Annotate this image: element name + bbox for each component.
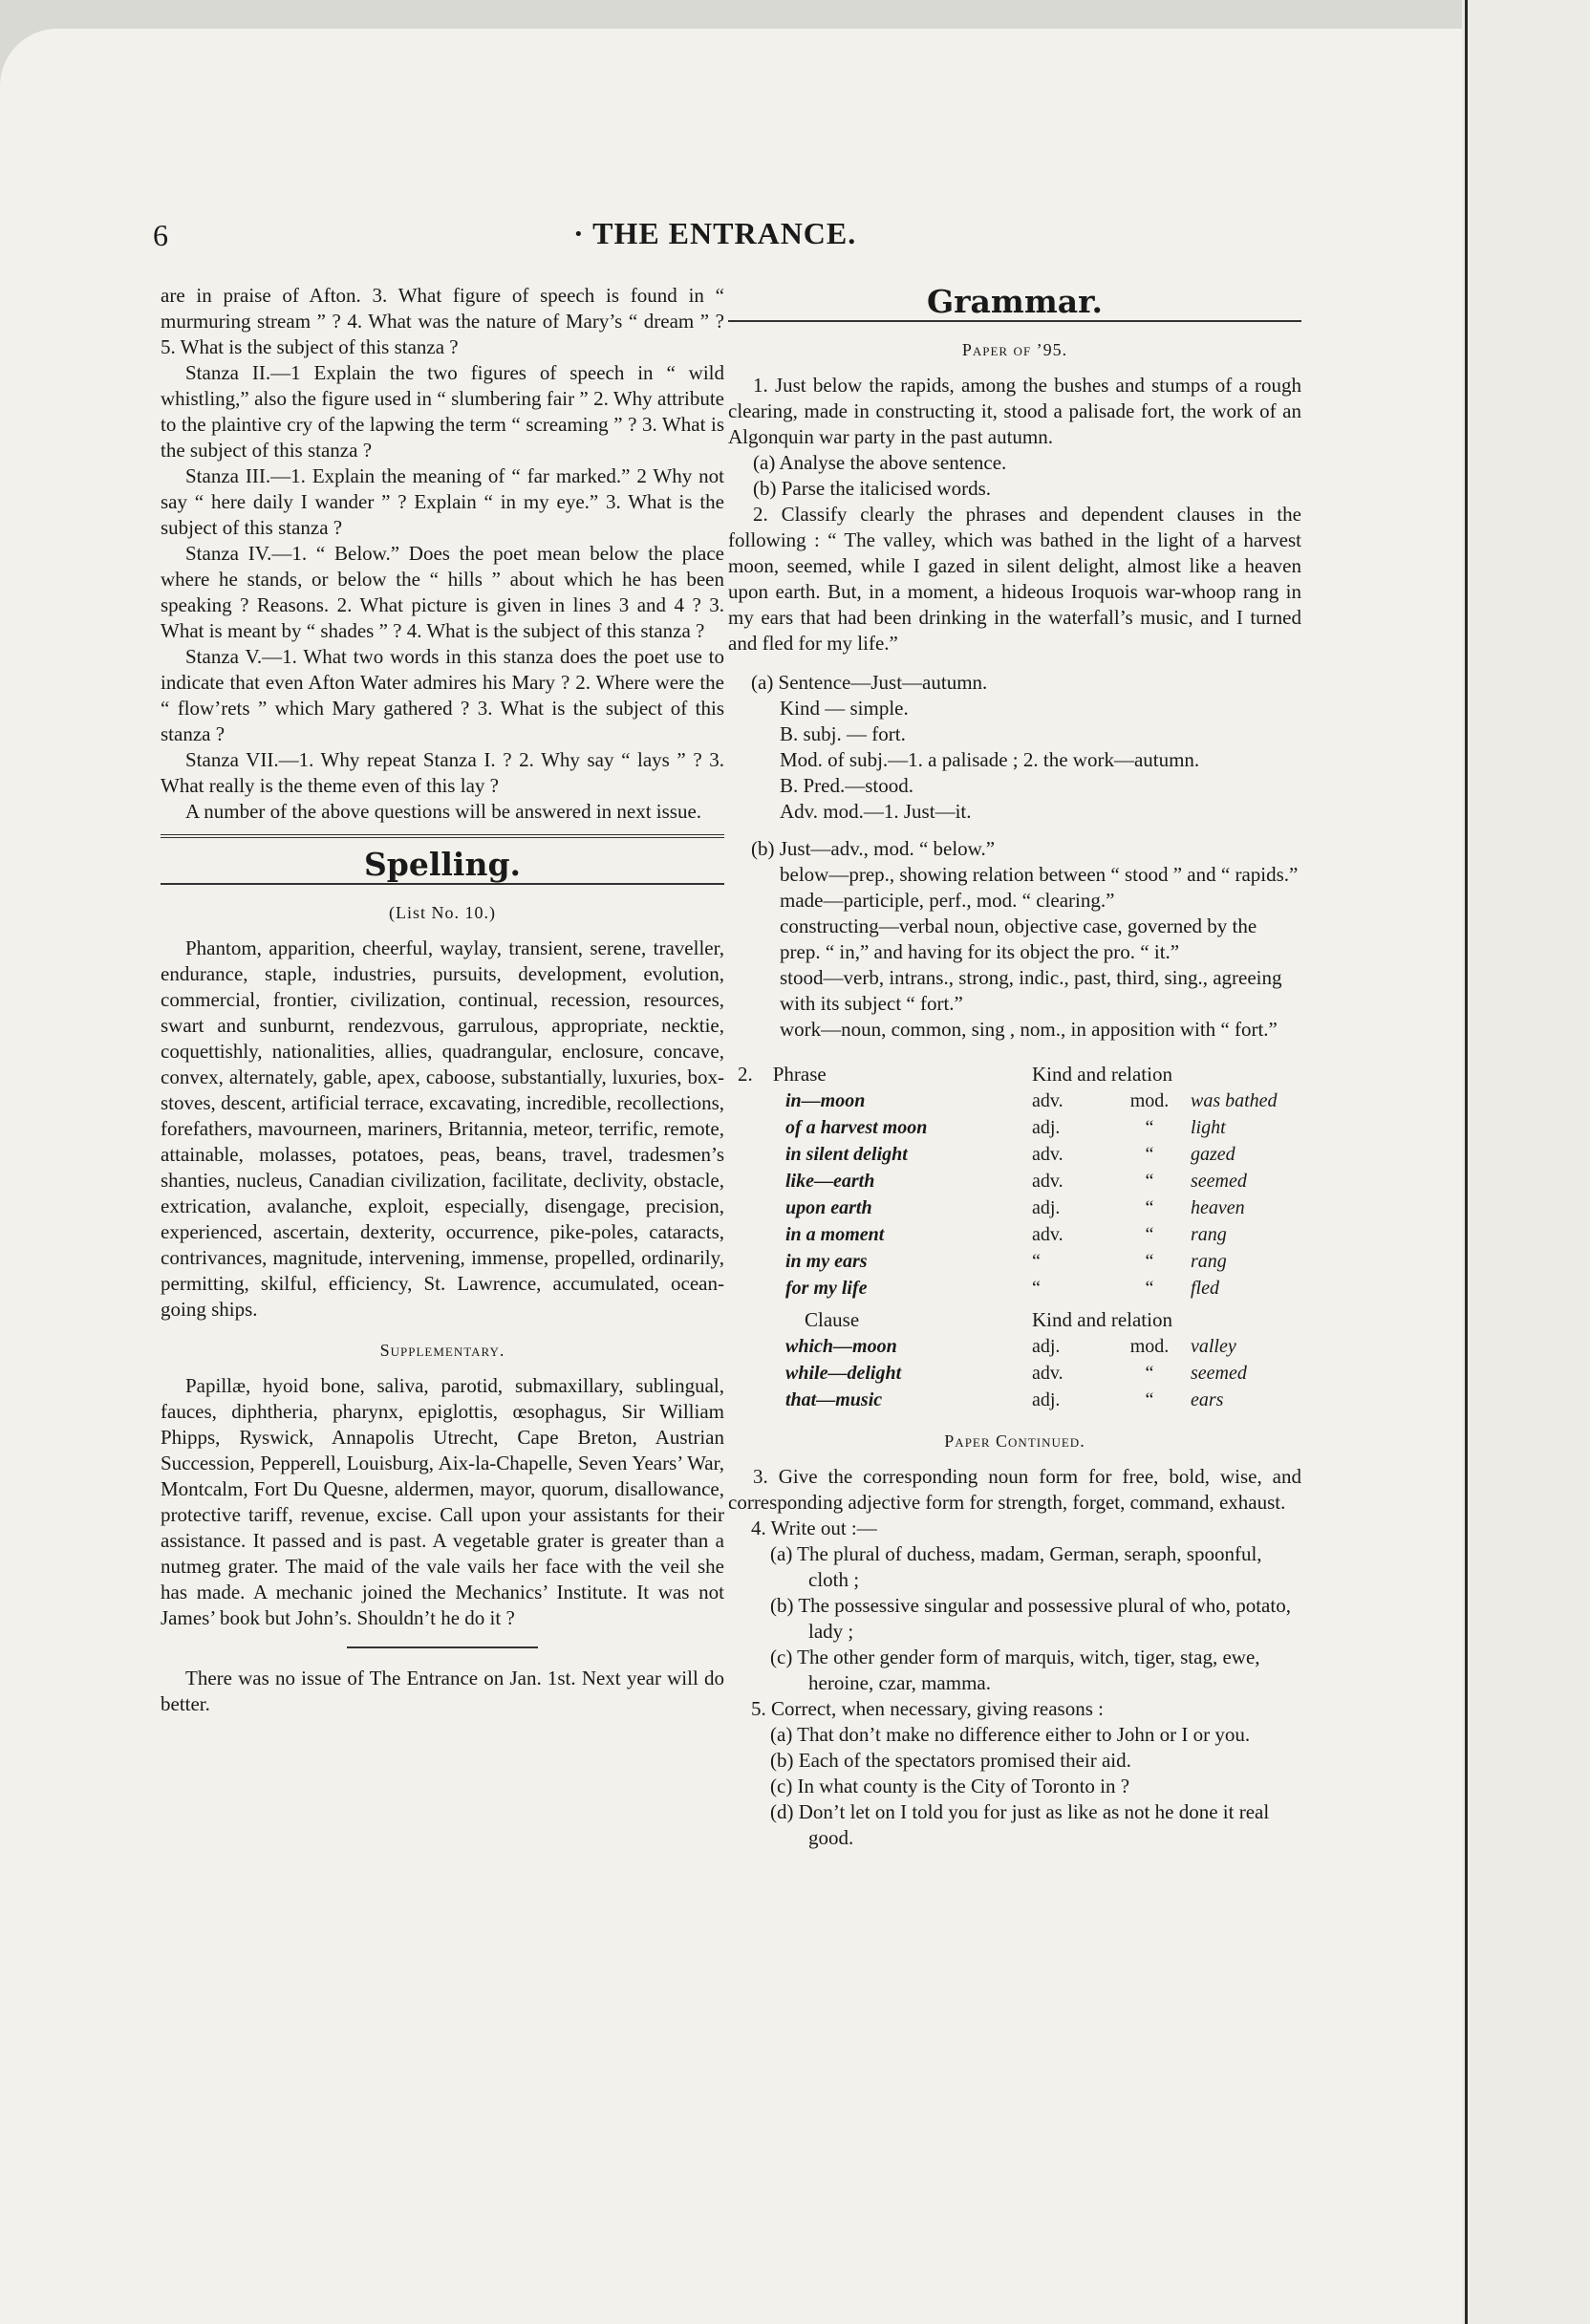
table-num [728, 1056, 1028, 1087]
table-row [728, 1248, 1301, 1275]
stanza-2-questions: Stanza II.—1 Explain the two figures of speech in “ wild whistling,” also the figure used in “ slumbering fair ” 2. Why attribute to the plaintive cry of the lapwing the term “ screaming ” ? 3. What is the subject of this stanza ? [161, 361, 724, 462]
table-row [728, 1275, 1301, 1302]
kind-cell: adj. [1032, 1336, 1061, 1357]
question-5-label: 5. Correct, when necessary, giving reasons : [751, 1697, 1104, 1720]
relation-cell: rang [1191, 1251, 1227, 1272]
clause-header-row [728, 1302, 1301, 1333]
relation-cell: gazed [1191, 1144, 1235, 1165]
kind-cell: adj. [1032, 1197, 1061, 1218]
stanza-3-questions: Stanza III.—1. Explain the meaning of “ far marked.” 2 Why not say “ here daily I wander ” ? Explain “ in my eye.” 3. What is the subject of this stanza ? [161, 464, 724, 539]
phrase-cell: upon earth [785, 1197, 872, 1218]
section-divider [161, 834, 724, 838]
answers-note: A number of the above questions will be answered in next issue. [185, 800, 702, 823]
relation-cell: rang [1191, 1224, 1227, 1245]
mod-cell: “ [1145, 1171, 1154, 1192]
answer-line: made—participle, perf., mod. “ clearing.” [780, 889, 1115, 912]
question-5-item: (a) That don’t make no difference either to John or I or you. [770, 1723, 1251, 1746]
relation-cell: ears [1191, 1389, 1224, 1410]
question-1a: (a) Analyse the above sentence. [753, 451, 1007, 474]
question-3: 3. Give the corresponding noun form for free, bold, wise, and corresponding adjective form for strength, forget, command, exhaust. [728, 1465, 1301, 1514]
question-4-item: (b) The possessive singular and possessive plural of who, potato, lady ; [770, 1594, 1291, 1643]
phrase-cell: in—moon [785, 1090, 866, 1111]
journal-title: · THE ENTRANCE. [573, 216, 857, 250]
answer-line: constructing—verbal noun, objective case, governed by the prep. “ in,” and having for its object the pro. “ it.” [780, 915, 1257, 963]
phrase-cell: for my life [785, 1278, 868, 1299]
page-gutter-line [1465, 0, 1468, 2324]
table-row [728, 1087, 1301, 1114]
kind-cell: adj. [1032, 1389, 1061, 1410]
relation-cell: fled [1191, 1278, 1219, 1299]
answer-line: (b) Just—adv., mod. “ below.” [751, 837, 996, 860]
mod-cell: “ [1145, 1278, 1154, 1299]
table-row [728, 1194, 1301, 1221]
page-number: 6 [153, 218, 168, 252]
relation-cell: was bathed [1191, 1090, 1278, 1111]
paper-continued-heading: Paper Continued. [944, 1431, 1085, 1451]
answer-line: Kind — simple. [780, 697, 909, 720]
table-header-row [728, 1056, 1301, 1087]
question-5-item: (c) In what county is the City of Toronto in ? [770, 1775, 1130, 1797]
supplementary-heading: Supplementary. [379, 1341, 505, 1360]
stanza-5-questions: Stanza V.—1. What two words in this stanza does the poet use to indicate that even Afton Water admires his Mary ? 2. Where were the “ flow’rets ” which Mary gathered ? 3. What is the subject of this stanza ? [161, 645, 724, 745]
clause-cell: that—music [785, 1389, 883, 1410]
clause-col-header: Clause [805, 1308, 860, 1331]
question-5 [751, 1696, 1301, 1851]
mod-cell: “ [1145, 1251, 1154, 1272]
question-5-item: (b) Each of the spectators promised their aid. [770, 1749, 1131, 1772]
short-rule [347, 1646, 538, 1648]
table-row [728, 1141, 1301, 1168]
table-row [728, 1387, 1301, 1413]
mod-cell: “ [1145, 1389, 1154, 1410]
kind-cell: “ [1032, 1278, 1041, 1299]
question-4-item: (c) The other gender form of marquis, witch, tiger, stag, ewe, heroine, czar, mamma. [770, 1646, 1260, 1694]
kind-cell: adv. [1032, 1224, 1064, 1245]
question-2: 2. Classify clearly the phrases and dependent clauses in the following : “ The valley, which was bathed in the light of a harvest moon, seemed, while I gazed in silent delight, almost like a heaven upon earth. But, in a moment, a hideous Iroquois war-whoop rang in my ears that had been drinking in the waterfall’s music, and I turned and fled for my life.” [728, 503, 1301, 655]
kind-cell: adv. [1032, 1171, 1064, 1192]
answer-line: Mod. of subj.—1. a palisade ; 2. the work—autumn. [780, 748, 1200, 771]
question-4-label: 4. Write out :— [751, 1517, 877, 1539]
stanza-7-questions: Stanza VII.—1. Why repeat Stanza I. ? 2. Why say “ lays ” ? 3. What really is the theme even of this lay ? [161, 748, 724, 797]
running-head [153, 218, 1319, 256]
answer-line: below—prep., showing relation between “ stood ” and “ rapids.” [780, 863, 1299, 886]
answer-line: work—noun, common, sing , nom., in apposition with “ fort.” [780, 1018, 1278, 1041]
kind-cell: adv. [1032, 1144, 1064, 1165]
mod-cell: mod. [1129, 1090, 1170, 1111]
relation-cell: light [1191, 1117, 1226, 1138]
question-1: 1. Just below the rapids, among the bushes and stumps of a rough clearing, made in constructing it, stood a palisade fort, the work of an Algonquin war party in the past autumn. [728, 374, 1301, 448]
answer-a [751, 670, 1301, 825]
table-row [728, 1360, 1301, 1387]
mod-cell: “ [1145, 1144, 1154, 1165]
answer-b [751, 836, 1301, 1043]
kind-cell: “ [1032, 1251, 1041, 1272]
phrase-col-header: Phrase [772, 1063, 827, 1086]
phrase-clause-table [728, 1056, 1301, 1413]
phrase-cell: like—earth [785, 1171, 875, 1192]
kind-cell: adv. [1032, 1363, 1064, 1384]
relation-cell: seemed [1191, 1171, 1247, 1192]
left-column [161, 283, 724, 1717]
list-number: (List No. 10.) [389, 903, 496, 922]
question-4-item: (a) The plural of duchess, madam, German, seraph, spoonful, cloth ; [770, 1542, 1262, 1591]
stanza-4-questions: Stanza IV.—1. “ Below.” Does the poet mean below the place where he stands, or below the “ hills ” about which he has been speaking ? Reasons. 2. What picture is given in lines 3 and 4 ? 3. What is meant by “ shades ” ? 4. What is the subject of this stanza ? [161, 542, 724, 642]
answer-line: B. subj. — fort. [780, 722, 906, 745]
spelling-heading: Spelling. [363, 846, 522, 883]
kind-col-header: Kind and relation [1032, 1063, 1172, 1086]
grammar-heading: Grammar. [926, 283, 1103, 320]
spelling-list: Phantom, apparition, cheerful, waylay, transient, serene, traveller, endurance, staple, industries, pursuits, development, evolution, commercial, frontier, civilization, continual, recession, resources, swart and sunburnt, rendezvous, garrulous, appropriate, necktie, coquettishly, nationalities, allies, quadrangular, enclosure, concave, convex, alternately, gable, apex, caboose, substantially, luxuries, box-stoves, descent, artificial terrace, excavating, incredible, recollections, forefathers, mavourneen, mariners, Britannia, meteor, terrific, remote, attainable, molasses, potatoes, peas, beans, travel, tradesmen’s shanties, nucleus, Canadian civilization, facilitate, declivity, obstacle, extrication, avalanche, exploit, especially, disengage, precision, experienced, ascertain, dexterity, occurrence, pike-poles, cataracts, contrivances, magnitude, intervening, immense, propelled, ordinarily, permitting, skilful, efficiency, St. Lawrence, accumulated, ocean-going ships. [161, 936, 724, 1321]
mod-cell: “ [1145, 1224, 1154, 1245]
right-column [728, 283, 1301, 1851]
phrase-cell: in my ears [785, 1251, 868, 1272]
question-5-item: (d) Don’t let on I told you for just as like as not he done it real good. [770, 1800, 1270, 1849]
phrase-cell: in a moment [785, 1224, 885, 1245]
mod-cell: “ [1145, 1117, 1154, 1138]
questions-intro: are in praise of Afton. 3. What figure of speech is found in “ murmuring stream ” ? 4. What was the nature of Mary’s “ dream ” ? 5. What is the subject of this stanza ? [161, 284, 724, 358]
kind-cell: adj. [1032, 1117, 1061, 1138]
phrase-cell: of a harvest moon [785, 1117, 928, 1138]
answer-line: stood—verb, intrans., strong, indic., past, third, sing., agreeing with its subject “ fort.” [780, 966, 1282, 1015]
phrase-cell: in silent delight [785, 1144, 908, 1165]
clause-kind-col-header: Kind and relation [1032, 1308, 1172, 1331]
table-row [728, 1333, 1301, 1360]
answer-line: Adv. mod.—1. Just—it. [780, 800, 972, 823]
relation-cell: heaven [1191, 1197, 1245, 1218]
question-4 [751, 1516, 1301, 1696]
answer-line: (a) Sentence—Just—autumn. [751, 671, 988, 694]
phrase-num: 2. [738, 1063, 753, 1086]
question-1b: (b) Parse the italicised words. [753, 477, 992, 500]
relation-cell: valley [1191, 1336, 1236, 1357]
kind-cell: adv. [1032, 1090, 1064, 1111]
table-row [728, 1221, 1301, 1248]
heading-rule [161, 883, 724, 885]
clause-cell: which—moon [785, 1336, 897, 1357]
mod-cell: “ [1145, 1197, 1154, 1218]
mod-cell: mod. [1129, 1336, 1170, 1357]
table-row [728, 1114, 1301, 1141]
clause-cell: while—delight [785, 1363, 902, 1384]
answer-line: B. Pred.—stood. [780, 774, 914, 797]
relation-cell: seemed [1191, 1363, 1247, 1384]
supplementary-list: Papillæ, hyoid bone, saliva, parotid, submaxillary, sublingual, fauces, diphtheria, pharynx, epiglottis, œsophagus, Sir William Phipps, Ryswick, Annapolis Utrecht, Cape Breton, Austrian Succession, Pepperell, Louisburg, Aix-la-Chapelle, Seven Years’ War, Montcalm, Fort Du Quesne, aldermen, mayor, quorum, disallowance, protective tariff, revenue, excise. Call upon your assistants for their assistance. It passed and is past. A vegetable grater is greater than a nutmeg grater. The maid of the vale vails her face with the veil she has made. A mechanic joined the Mechanics’ Institute. It was not James’ book but John’s. Shouldn’t he do it ? [161, 1374, 724, 1629]
issue-notice: There was no issue of The Entrance on Jan. 1st. Next year will do better. [161, 1667, 724, 1715]
heading-rule [728, 320, 1301, 322]
next-page-edge [1462, 0, 1590, 2324]
table-row [728, 1168, 1301, 1194]
mod-cell: “ [1145, 1363, 1154, 1384]
paper-heading: Paper of ’95. [961, 340, 1068, 359]
